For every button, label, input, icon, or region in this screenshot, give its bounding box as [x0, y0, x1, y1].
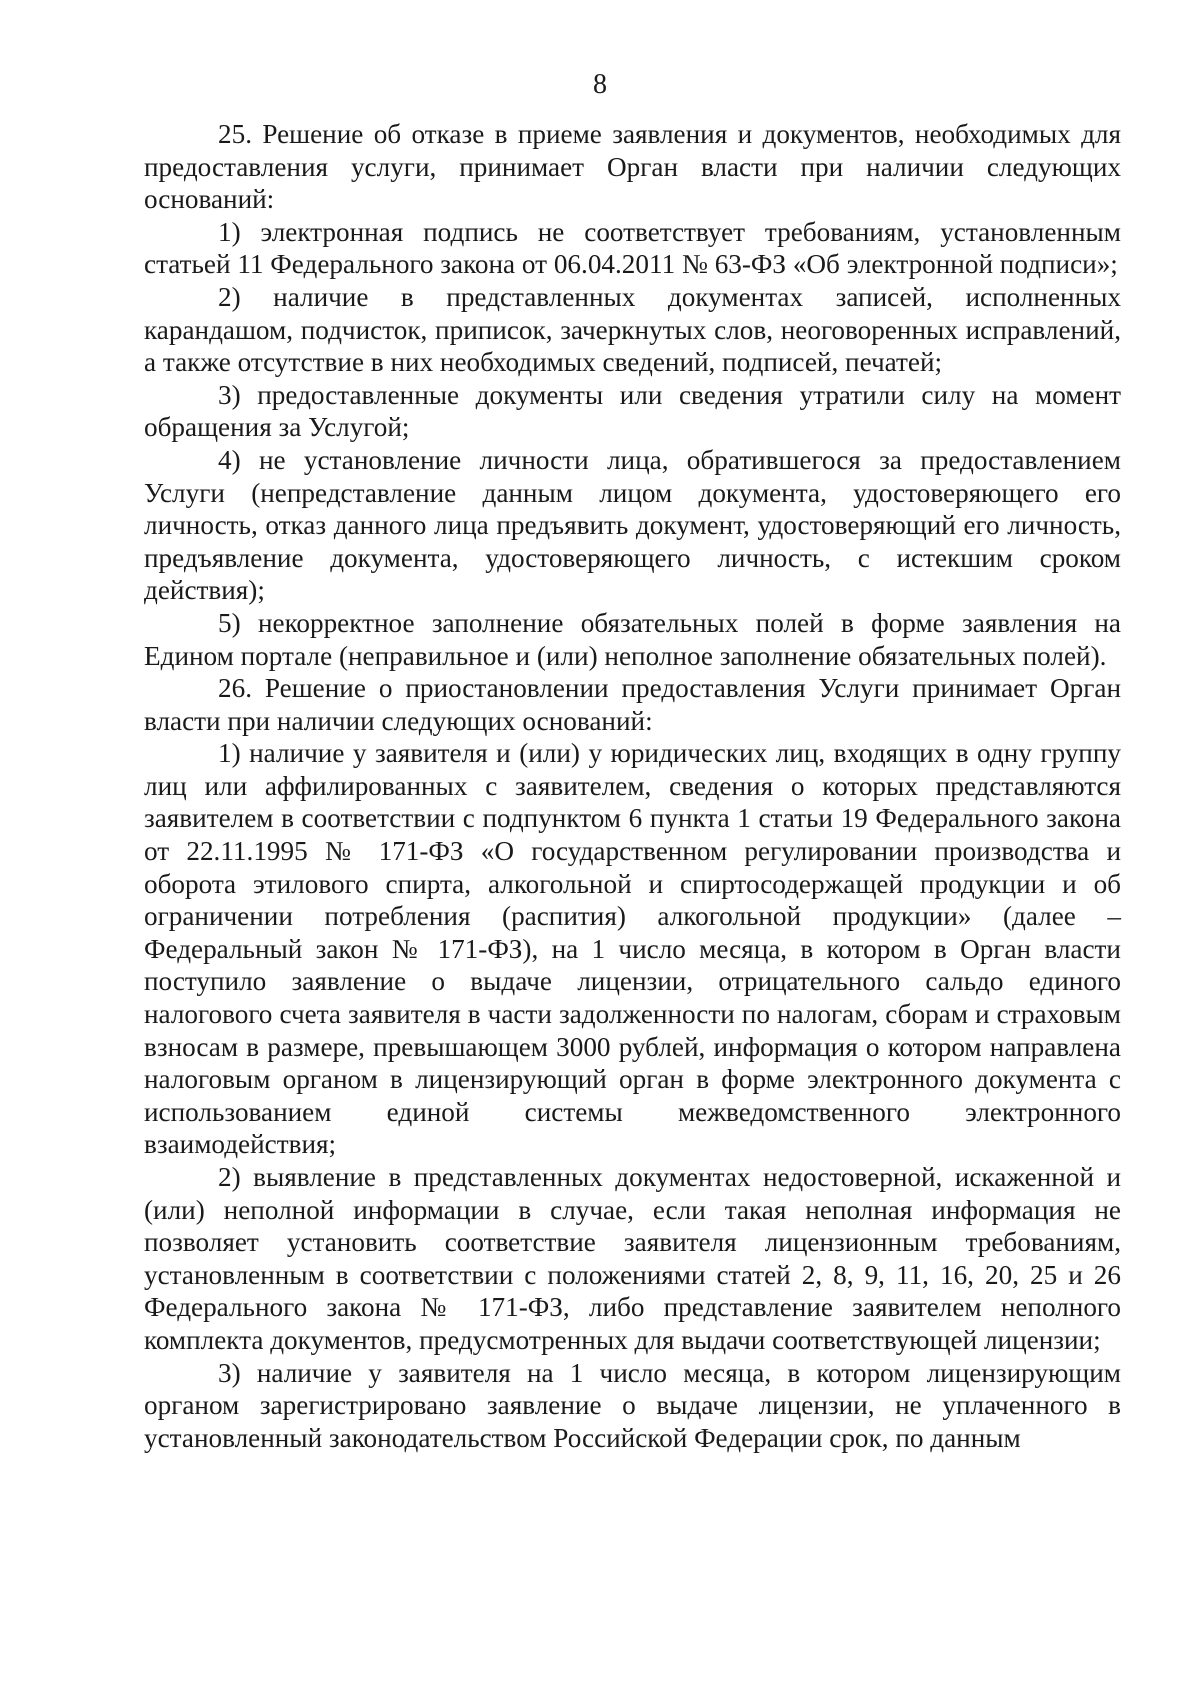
document-body: [144, 118, 1121, 1454]
paragraph-25-item-4: 4) не установление личности лица, обратившегося за предоставлением Услуги (непредставление данным лицом документа, удостоверяющего его личность, отказ данного лица предъявить документ, удостоверяющий его личность, предъявление документа, удостоверяющего личность, с истекшим сроком действия);: [144, 444, 1121, 606]
paragraph-25-item-5: 5) некорректное заполнение обязательных полей в форме заявления на Едином портале (неправильное и (или) неполное заполнение обязательных полей).: [144, 607, 1121, 671]
paragraph-25-intro: 25. Решение об отказе в приеме заявления и документов, необходимых для предоставления услуги, принимает Орган власти при наличии следующих оснований:: [144, 119, 1121, 215]
paragraph-25-item-1: 1) электронная подпись не соответствует требованиям, установленным статьей 11 Федерального закона от 06.04.2011 № 63-ФЗ «Об электронной подписи»;: [144, 216, 1121, 280]
paragraph-26-intro: 26. Решение о приостановлении предоставления Услуги принимает Орган власти при наличии следующих оснований:: [144, 673, 1121, 736]
paragraph-26-item-2: 2) выявление в представленных документах недостоверной, искаженной и (или) неполной информации в случае, если такая неполная информация не позволяет установить соответствие заявителя лицензионным требованиям, установленным в соответствии с положениями статей 2, 8, 9, 11, 16, 20, 25 и 26 Федерального закона № 171-ФЗ, либо представление заявителем неполного комплекта документов, предусмотренных для выдачи соответствующей лицензии;: [144, 1162, 1121, 1355]
paragraph-25-item-3: 3) предоставленные документы или сведения утратили силу на момент обращения за Услугой;: [144, 379, 1121, 443]
paragraph-26-item-3: 3) наличие у заявителя на 1 число месяца, в котором лицензирующим органом зарегистрировано заявление о выдаче лицензии, не уплаченного в установленный законодательством Российской Федерации срок, по данным: [144, 1357, 1121, 1453]
page-number: 8: [593, 69, 607, 100]
paragraph-25-item-2: 2) наличие в представленных документах записей, исполненных карандашом, подчисток, приписок, зачеркнутых слов, неоговоренных исправлений, а также отсутствие в них необходимых сведений, подписей, печатей;: [144, 281, 1121, 378]
paragraph-26-item-1: 1) наличие у заявителя и (или) у юридических лиц, входящих в одну группу лиц или аффилированных с заявителем, сведения о которых представляются заявителем в соответствии с подпунктом 6 пункта 1 статьи 19 Федерального закона от 22.11.1995 № 171-ФЗ «О государственном регулировании производства и оборота этилового спирта, алкогольной и спиртосодержащей продукции и об ограничении потребления (распития) алкогольной продукции» (далее – Федеральный закон № 171-ФЗ), на 1 число месяца, в котором в Орган власти поступило заявление о выдаче лицензии, отрицательного сальдо единого налогового счета заявителя в части задолженности по налогам, сборам и страховым взносам в размере, превышающем 3000 рублей, информация о котором направлена налоговым органом в лицензирующий орган в форме электронного документа с использованием единой системы межведомственного электронного взаимодействия;: [144, 738, 1121, 1160]
